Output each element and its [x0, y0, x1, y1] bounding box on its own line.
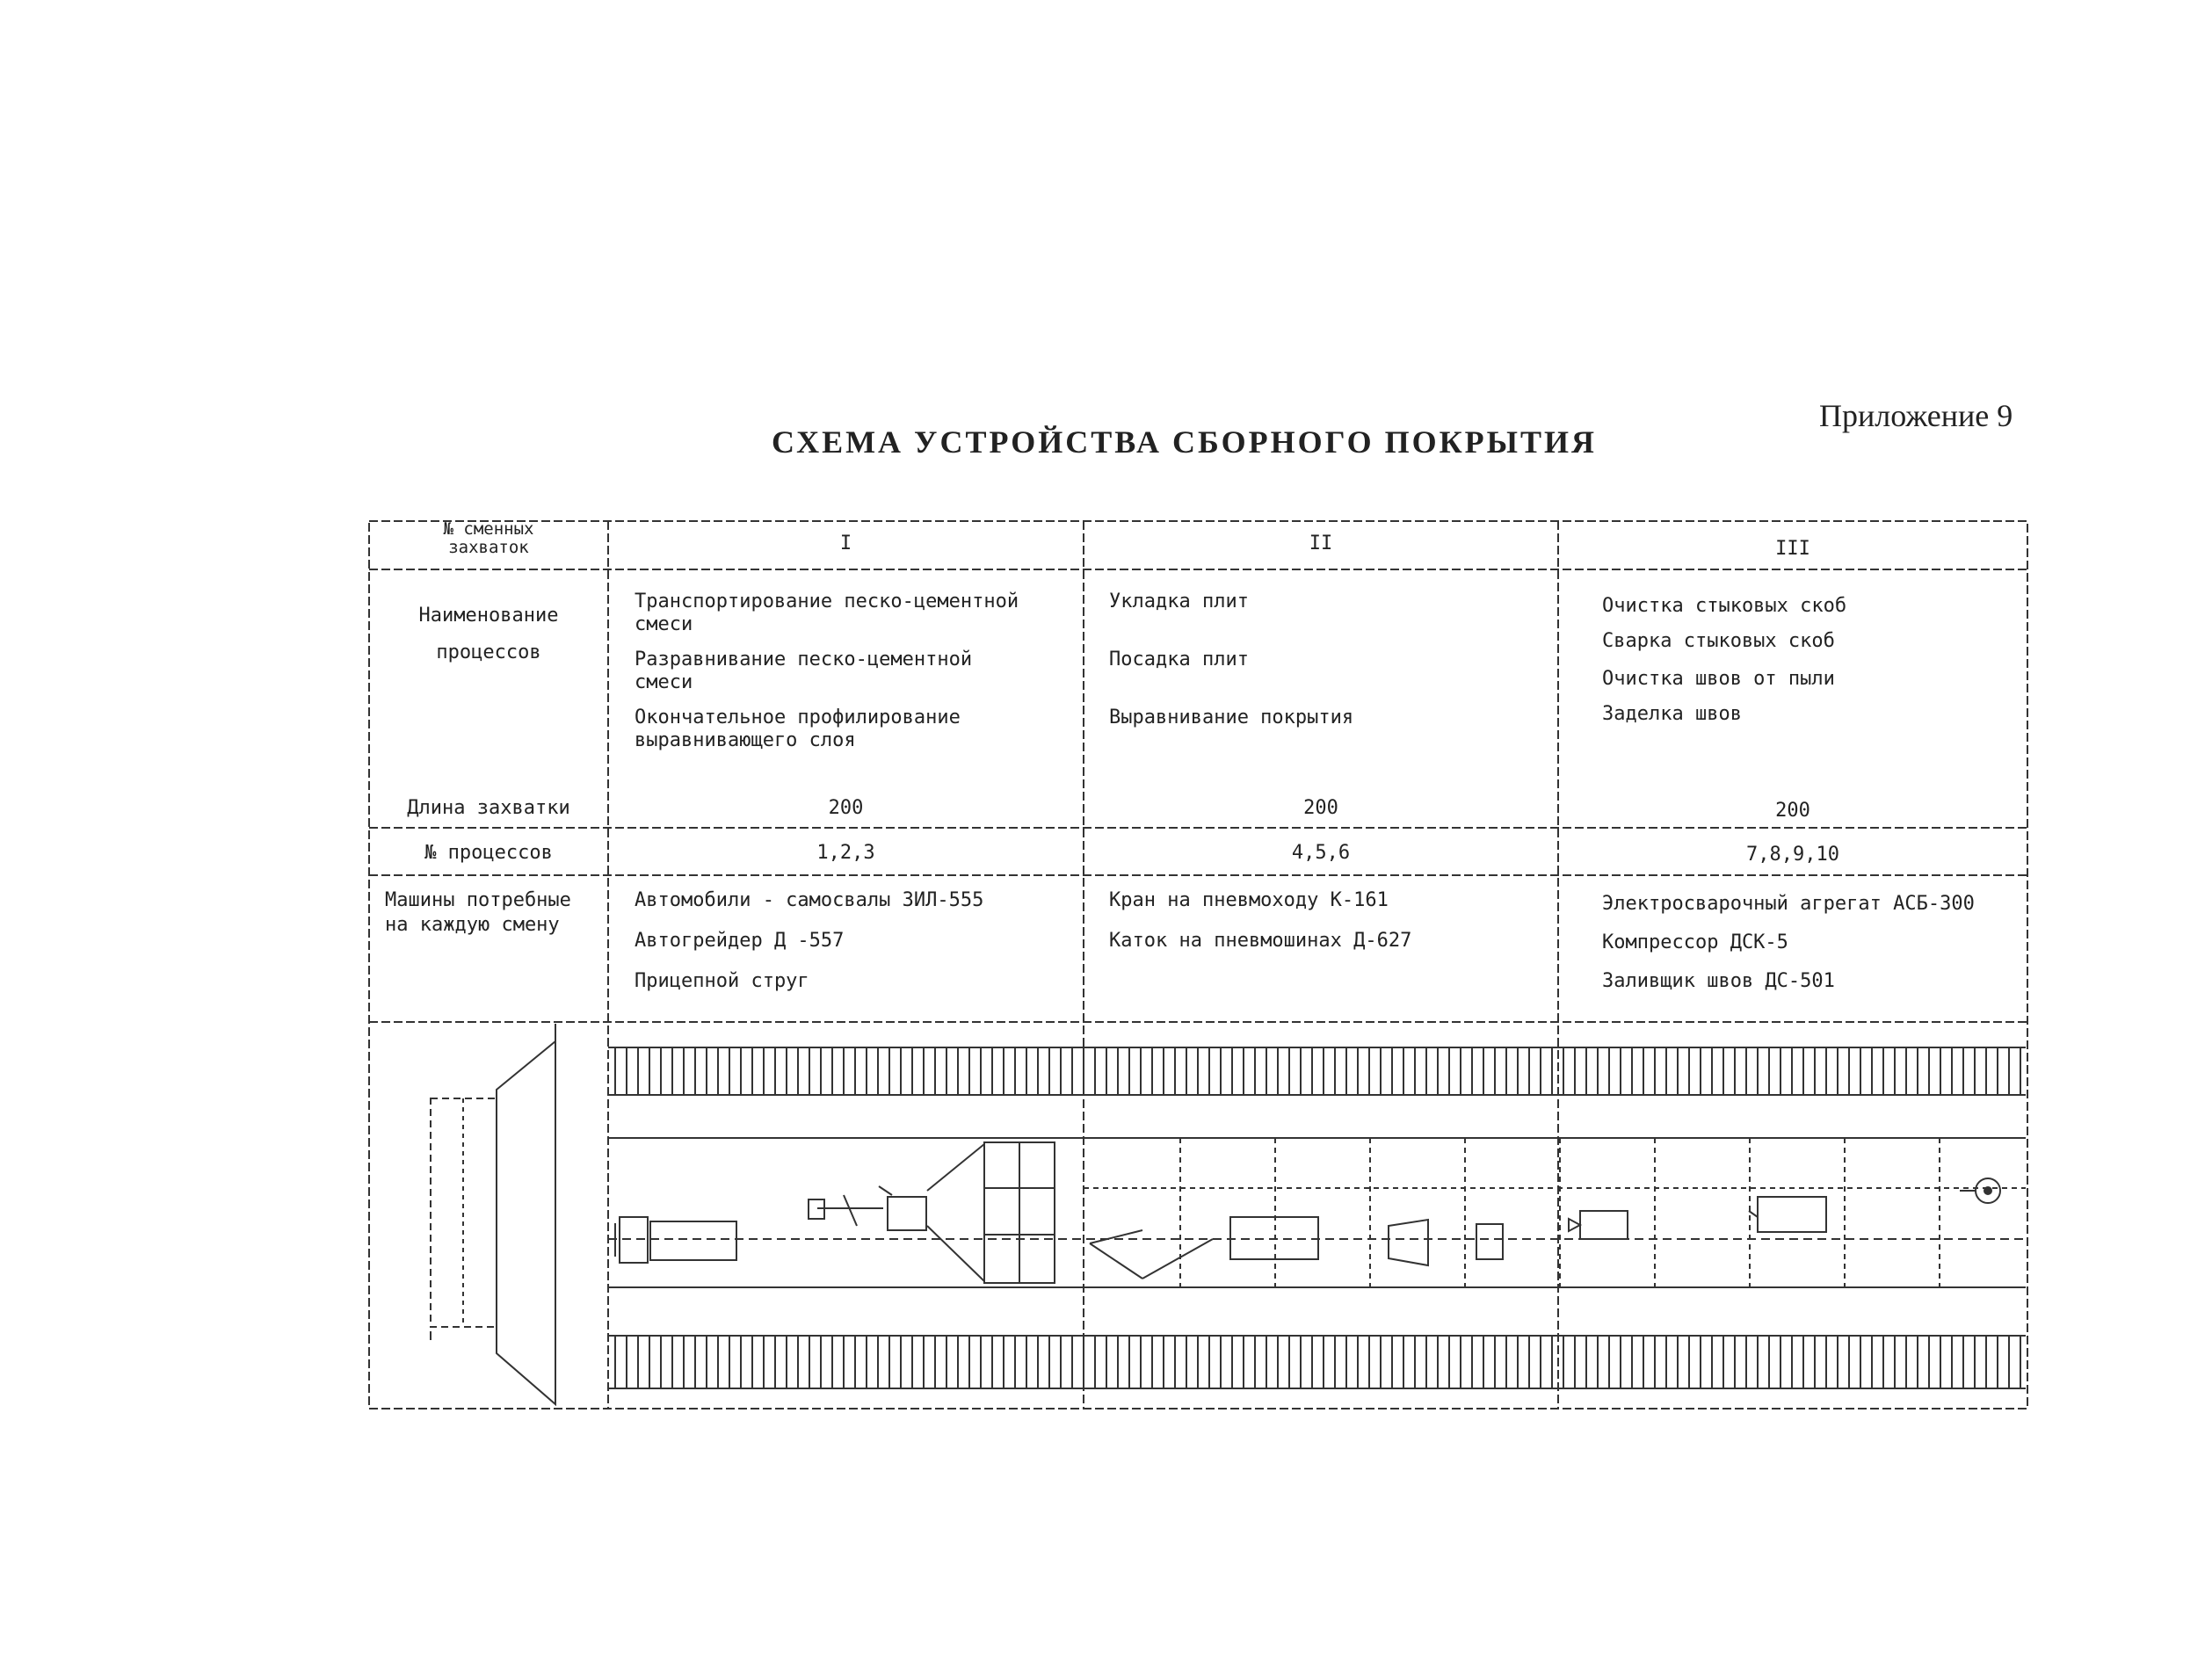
- length-label: Длина захватки: [407, 797, 570, 819]
- machine-2: Автогрейдер Д -557: [635, 930, 845, 952]
- appendix-label: Приложение 9: [1819, 398, 2013, 433]
- process-1-line-1: Транспортирование песко-цементной: [635, 591, 1019, 612]
- machine-3: Прицепной струг: [635, 970, 809, 992]
- column-header-3: III: [1775, 538, 1810, 560]
- welding-unit-icon: [1569, 1211, 1628, 1239]
- length-value-1: 200: [828, 797, 864, 819]
- header-label-line-2: захваток: [448, 538, 529, 557]
- process-2-line-1: Разравнивание песко-цементной: [635, 649, 973, 670]
- seam-filler-icon: [1960, 1178, 2000, 1203]
- machine-4: Кран на пневмоходу К-161: [1109, 889, 1389, 911]
- process-10: Заделка швов: [1602, 703, 1742, 725]
- column-header-1: I: [839, 533, 852, 554]
- length-value-2: 200: [1303, 797, 1338, 819]
- crane-icon: [1090, 1217, 1318, 1279]
- compressor-icon: [1749, 1197, 1826, 1232]
- process-8: Сварка стыковых скоб: [1602, 630, 1835, 652]
- process-4: Укладка плит: [1109, 591, 1249, 612]
- process-2-line-2: смеси: [635, 671, 693, 693]
- machines-label-line-2: на каждую смену: [385, 914, 560, 936]
- process-numbers-label: № процессов: [424, 842, 553, 864]
- column-header-2: II: [1309, 533, 1333, 554]
- process-9: Очистка швов от пыли: [1602, 668, 1835, 690]
- processes-label-line-2: процессов: [436, 641, 541, 663]
- machine-1: Автомобили - самосвалы ЗИЛ-555: [635, 889, 984, 911]
- process-6: Выравнивание покрытия: [1109, 707, 1354, 728]
- road-cross-section-view: [431, 1024, 555, 1404]
- process-numbers-3: 7,8,9,10: [1746, 844, 1839, 866]
- process-3-line-1: Окончательное профилирование: [635, 707, 961, 728]
- process-numbers-1: 1,2,3: [816, 842, 875, 864]
- upper-fence: [608, 1047, 2026, 1095]
- process-5: Посадка плит: [1109, 649, 1249, 670]
- machine-7: Компрессор ДСК-5: [1602, 931, 1788, 953]
- stacked-slabs: [927, 1142, 1055, 1283]
- process-7: Очистка стыковых скоб: [1602, 595, 1847, 617]
- machine-8: Заливщик швов ДС-501: [1602, 970, 1835, 992]
- header-label-line-1: № сменных: [443, 519, 534, 539]
- dump-truck-icon: [615, 1217, 736, 1263]
- process-numbers-2: 4,5,6: [1291, 842, 1351, 864]
- machines-label-line-1: Машины потребные: [385, 889, 571, 911]
- length-value-3: 200: [1775, 800, 1810, 822]
- roller-icon: [1389, 1220, 1503, 1265]
- document-title: СХЕМА УСТРОЙСТВА СБОРНОГО ПОКРЫТИЯ: [772, 424, 1598, 460]
- machine-6: Электросварочный агрегат АСБ-300: [1602, 893, 1975, 915]
- process-3-line-2: выравнивающего слоя: [635, 729, 856, 751]
- machine-5: Каток на пневмошинах Д-627: [1109, 930, 1412, 952]
- grader-icon: [809, 1186, 926, 1230]
- processes-label-line-1: Наименование: [418, 605, 559, 627]
- process-1-line-2: смеси: [635, 613, 693, 635]
- lower-fence: [608, 1336, 2026, 1388]
